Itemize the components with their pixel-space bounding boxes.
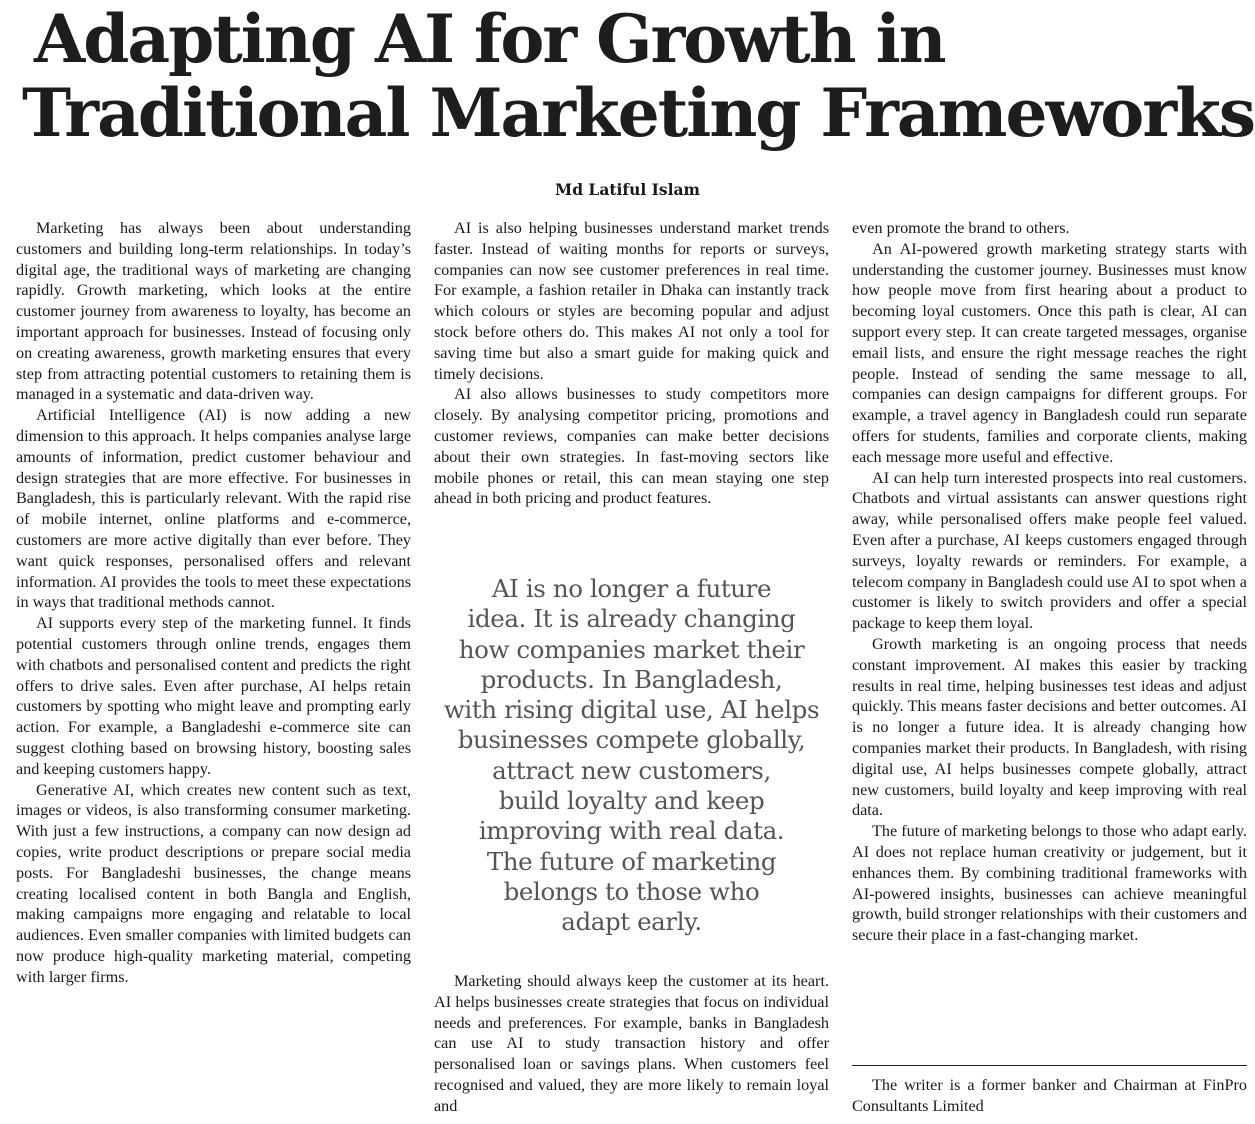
pull-quote-line: products. In Bangladesh, [480,664,783,694]
paragraph: An AI-powered growth marketing strategy starts with understanding the customer journey. Businesses must know how people move from first hearing about a product to becoming loyal customers. Once this path is clear, AI can support every step. It can create targeted messages, organise email lists, and ensure the right message reaches the right people. Instead of sending the same message to all, companies can design campaigns for different groups. For example, a travel agency in Bangladesh could run separate offers for students, families and corporate clients, making each message more useful and effective. [852,239,1247,466]
headline-line-1: Adapting AI for Growth in [34,0,945,78]
article-column-2-top [434,218,829,509]
paragraph: even promote the brand to others. [852,219,1070,237]
writer-note [852,1075,1247,1117]
article-column-3 [852,218,1247,946]
pull-quote-line: build loyalty and keep [498,786,765,816]
pull-quote-line: The future of marketing [486,846,777,876]
divider [852,1065,1247,1066]
pull-quote-line: belongs to those who [503,876,760,906]
headline-line-2: Traditional Marketing Frameworks [22,74,1254,152]
article-column-2-bottom [434,971,829,1117]
paragraph: AI can help turn interested prospects into real customers. Chatbots and virtual assistants can answer questions right away, while personalised offers make people feel valued. Even after a purchase, AI keeps customers engaged through surveys, loyalty rewards or reminders. For example, a telecom company in Bangladesh could use AI to spot when a customer is likely to switch providers and offer a special package to keep them loyal. [852,468,1247,633]
pull-quote-line: how companies market their [458,634,805,664]
paragraph: Growth marketing is an ongoing process that needs constant improvement. AI makes this easier by tracking results in real time, helping businesses test ideas and adjust quickly. This means faster decisions and better outcomes. AI is no longer a future idea. It is already changing how companies market their products. In Bangladesh, with rising digital use, AI helps businesses compete globally, attract new customers, build loyalty and keep improving with real data. [852,634,1247,820]
pull-quote-line: AI is no longer a future [491,574,772,603]
article-column-1 [16,218,411,987]
paragraph: AI is also helping businesses understand market trends faster. Instead of waiting months for reports or surveys, companies can now see customer preferences in real time. For example, a fashion retailer in Dhaka can instantly track which colours or styles are becoming popular and adjust stock before others do. This makes AI not only a tool for saving time but also a smart guide for making quick and timely decisions. [434,219,829,383]
paragraph: AI supports every step of the marketing funnel. It finds potential customers through online trends, engages them with chatbots and personalised content and predicts the right offers to drive sales. Even after purchase, AI helps retain customers by spotting who might leave and prompting early action. For example, a Bangladeshi e-commerce site can suggest clothing based on browsing history, boosting sales and keeping customers happy. [16,614,411,778]
paragraph: Marketing should always keep the customer at its heart. AI helps businesses create strategies that focus on individual needs and preferences. For example, banks in Bangladesh can use AI to study transaction history and offer personalised loan or savings plans. When customers feel recognised and valued, they are more likely to remain loyal and [434,972,829,1115]
paragraph: Generative AI, which creates new content such as text, images or videos, is also transforming consumer marketing. With just a few instructions, a company can now design ad copies, write product descriptions or prepare social media posts. For Bangladeshi businesses, the change means creating localised content in both Bangla and English, making campaigns more engaging and relatable to local audiences. Even smaller companies with limited budgets can now produce high-quality marketing material, competing with larger firms. [16,780,411,986]
pull-quote-line: improving with real data. [478,816,785,846]
writer-note-text: The writer is a former banker and Chairman at FinPro Consultants Limited [852,1076,1247,1115]
pull-quote [434,574,829,938]
pull-quote-line: idea. It is already changing [467,604,796,634]
pull-quote-line: attract new customers, [492,755,771,785]
pull-quote-line: businesses compete globally, [457,725,806,755]
pull-quote-line: with rising digital use, AI helps [443,695,820,725]
paragraph: Artificial Intelligence (AI) is now adding a new dimension to this approach. It helps companies analyse large amounts of information, predict customer behaviour and design strategies that are more effective. For businesses in Bangladesh, this is particularly relevant. With the rapid rise of mobile internet, online platforms and e-commerce, customers are more active digitally than ever before. They want quick responses, personalised offers and relevant information. AI provides the tools to meet these expectations in ways that traditional methods cannot. [16,406,411,612]
paragraph: AI also allows businesses to study competitors more closely. By analysing competitor pricing, promotions and customer reviews, companies can make better decisions about their own strategies. In fast-moving sectors like mobile phones or retail, this can mean staying one step ahead in both pricing and product features. [434,385,829,508]
paragraph: The future of marketing belongs to those who adapt early. AI does not replace human creativity or judgement, but it enhances them. By combining traditional frameworks with AI-powered insights, businesses can achieve meaningful growth, build stronger relationships with their customers and secure their place in a fast-changing market. [852,822,1247,945]
headline [22,0,1254,152]
byline: Md Latiful Islam [555,180,700,199]
paragraph: Marketing has always been about understanding customers and building long-term relationships. In today’s digital age, the traditional ways of marketing are changing rapidly. Growth marketing, which looks at the entire customer journey from awareness to loyalty, has become an important approach for businesses. Instead of focusing only on creating awareness, growth marketing ensures that every step from attracting potential customers to retaining them is managed in a systematic and data-driven way. [16,219,411,404]
pull-quote-line: adapt early. [561,907,702,937]
